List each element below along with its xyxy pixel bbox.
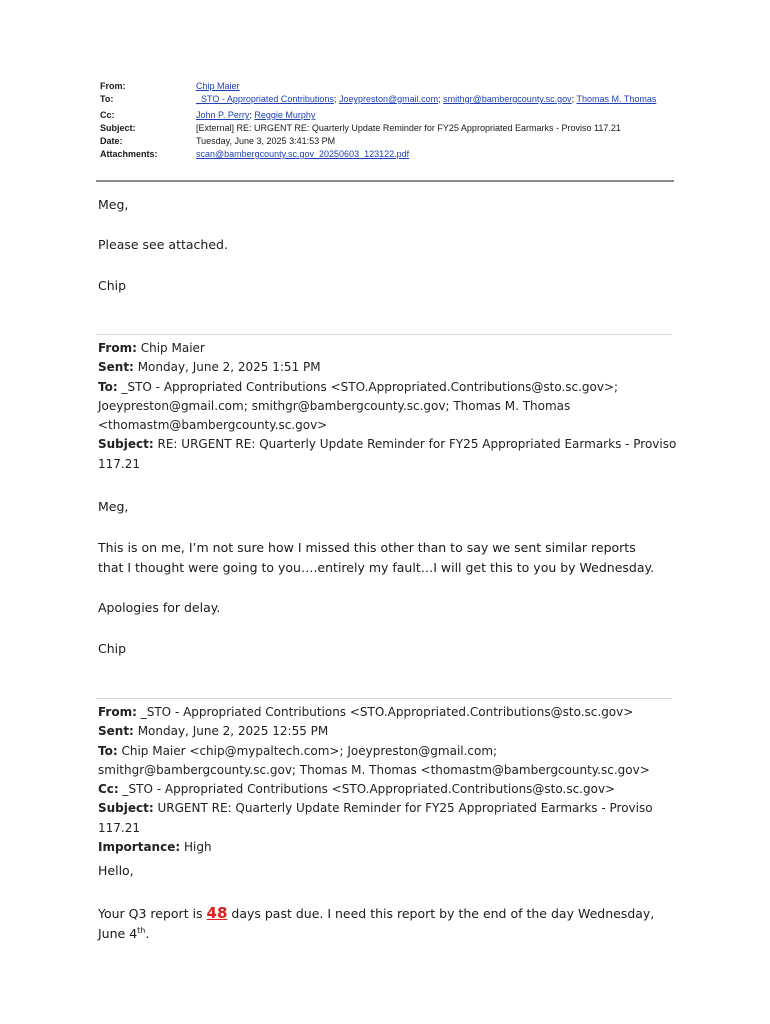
to-sep: ;: [438, 94, 444, 104]
date-text: Tuesday, June 3, 2025 3:41:53 PM: [196, 136, 336, 146]
msg3-sent: Monday, June 2, 2025 12:55 PM: [137, 724, 329, 739]
from-link[interactable]: Chip Maier: [196, 81, 240, 91]
msg3-para1-start: Your Q3 report is: [98, 906, 207, 921]
from-label: From:: [100, 81, 126, 91]
msg3-to: Chip Maier <chip@mypaltech.com>; Joeypreston@gmail.com; smithgr@bambergcounty.sc.gov; Thomas M. Thomas <thomastm@bambergcounty.sc.gov>: [98, 743, 650, 777]
msg3-from-row: [98, 703, 678, 722]
days-past-due-count: 48: [206, 904, 228, 922]
msg3-from: _STO - Appropriated Contributions <STO.Appropriated.Contributions@sto.sc.gov>: [140, 705, 634, 719]
to-link-sto[interactable]: _STO - Appropriated Contributions: [196, 94, 334, 104]
msg2-subject-label: Subject:: [98, 437, 154, 452]
msg2-greeting: Meg,: [98, 499, 129, 514]
header-cc-row: [100, 109, 675, 122]
msg2-to-row: [98, 378, 678, 436]
msg2-to-label: To:: [98, 379, 118, 394]
cc-link-murphy[interactable]: Reggie Murphy: [254, 110, 316, 120]
to-sep: ;: [571, 94, 577, 104]
to-recipients: [196, 93, 675, 106]
cc-link-perry[interactable]: John P. Perry: [196, 110, 250, 120]
msg1-line: Please see attached.: [98, 237, 228, 252]
attachments-label: Attachments:: [100, 149, 158, 159]
msg3-para1-end: .: [145, 926, 150, 941]
to-link-smithgr[interactable]: smithgr@bambergcounty.sc.gov: [443, 94, 572, 104]
msg3-cc-label: Cc:: [98, 782, 119, 797]
attachment-link[interactable]: scan@bambergcounty.sc.gov_20250603_123122.pdf: [196, 149, 410, 159]
msg3-to-row: [98, 742, 678, 781]
header-from-row: [100, 80, 675, 93]
msg2-para1: This is on me, I’m not sure how I missed this other than to say we sent similar reports that I thought were going to you….entirely my fault…I will get this to you by Wednesday.: [98, 540, 655, 575]
msg1-signature: Chip: [98, 278, 127, 293]
to-sep: ;: [333, 94, 339, 104]
msg2-from-label: From:: [98, 341, 137, 355]
msg3-greeting: Hello,: [98, 863, 134, 878]
msg2-to: _STO - Appropriated Contributions <STO.Appropriated.Contributions@sto.sc.gov>; Joeypreston@gmail.com; smithgr@bambergcounty.sc.gov; Thomas M. Thomas <thomastm@bambergcounty.sc.gov>: [98, 379, 619, 433]
msg3-subject-row: [98, 799, 678, 838]
to-link-joey[interactable]: Joeypreston@gmail.com: [338, 94, 439, 104]
to-label: To:: [100, 94, 114, 104]
subject-text: [External] RE: URGENT RE: Quarterly Update Reminder for FY25 Appropriated Earmarks - Proviso 117.21: [196, 123, 621, 133]
msg3-to-label: To:: [98, 743, 118, 758]
quote-divider: [96, 334, 672, 335]
quote-divider: [96, 698, 672, 699]
msg3-para1: [98, 903, 668, 944]
msg3-para1-ordinal: th: [137, 925, 146, 935]
msg3-importance: High: [183, 840, 212, 855]
subject-label: Subject:: [100, 123, 136, 133]
msg2-subject-row: [98, 435, 678, 474]
header-divider: [96, 180, 674, 182]
to-link-thomas[interactable]: Thomas M. Thomas: [576, 94, 657, 104]
cc-sep: ;: [249, 110, 255, 120]
msg2-sent-label: Sent:: [98, 360, 134, 375]
msg2-signature: Chip: [98, 641, 127, 656]
msg3-para1-rest: days past due. I need this report by the end of the day Wednesday, June 4: [98, 906, 655, 941]
msg3-importance-row: [98, 838, 678, 857]
header-to-row: [100, 93, 675, 106]
msg2-para2: Apologies for delay.: [98, 600, 221, 615]
msg2-sent: Monday, June 2, 2025 1:51 PM: [137, 360, 321, 375]
msg2-from-row: [98, 339, 678, 358]
date-label: Date:: [100, 136, 123, 146]
msg3-sent-label: Sent:: [98, 724, 134, 739]
msg3-subject: URGENT RE: Quarterly Update Reminder for FY25 Appropriated Earmarks - Proviso 117.21: [98, 801, 653, 835]
msg2-meta: [98, 339, 678, 474]
email-header: [100, 80, 675, 161]
msg3-sent-row: [98, 722, 678, 741]
msg3-meta: [98, 703, 678, 857]
msg2-from: Chip Maier: [140, 341, 205, 355]
msg3-from-label: From:: [98, 705, 137, 719]
msg3-subject-label: Subject:: [98, 801, 154, 816]
header-attachments-row: [100, 148, 675, 161]
msg2-sent-row: [98, 358, 678, 377]
header-subject-row: [100, 122, 675, 135]
msg2-subject: RE: URGENT RE: Quarterly Update Reminder for FY25 Appropriated Earmarks - Proviso 117.21: [98, 437, 677, 471]
msg3-cc: _STO - Appropriated Contributions <STO.Appropriated.Contributions@sto.sc.gov>: [122, 782, 616, 797]
cc-label: Cc:: [100, 110, 115, 120]
msg1-greeting: Meg,: [98, 197, 129, 212]
msg3-cc-row: [98, 780, 678, 799]
header-date-row: [100, 135, 675, 148]
msg3-importance-label: Importance:: [98, 840, 181, 855]
